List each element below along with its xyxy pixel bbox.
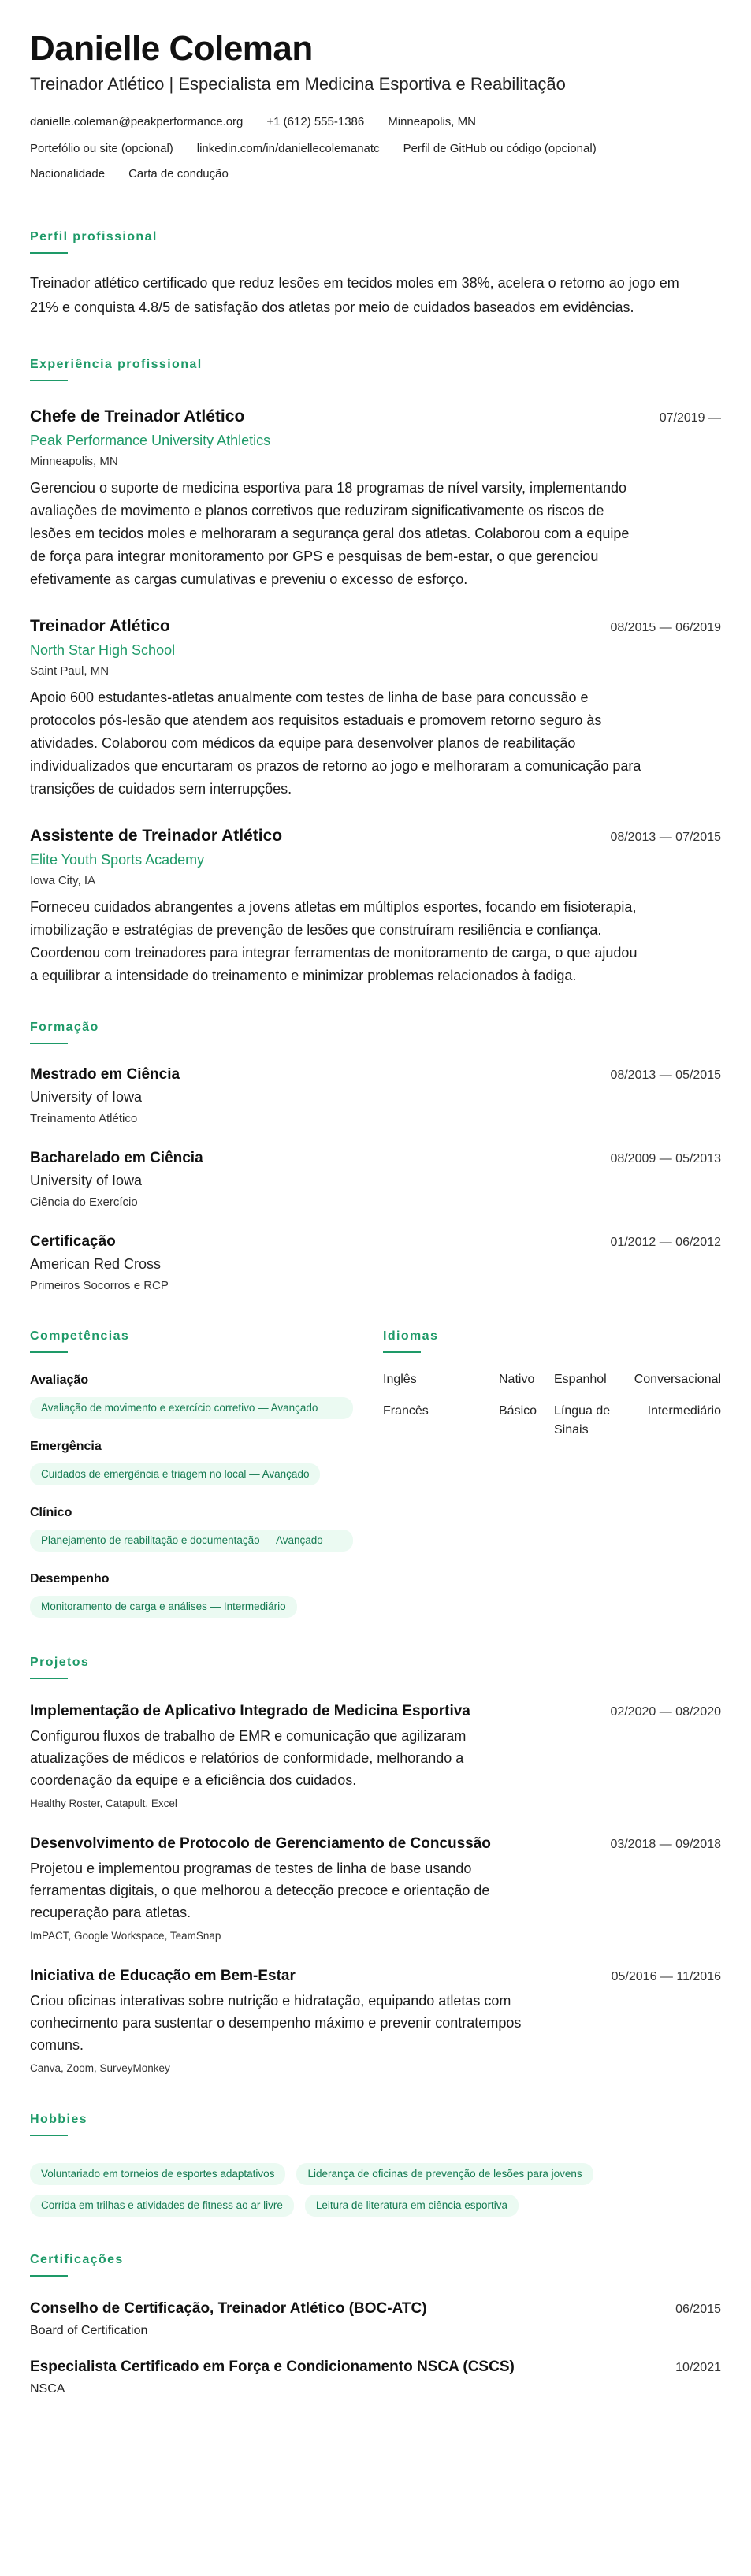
project-date: 03/2018 — 09/2018: [610, 1838, 721, 1851]
education-institution: American Red Cross: [30, 1256, 162, 1272]
contact-portfolio[interactable]: Portefólio ou site (opcional): [30, 142, 173, 155]
skill-tag: Monitoramento de carga e análises — Intermediário: [30, 1596, 297, 1618]
profile-summary: Treinador atlético certificado que reduz lesões em tecidos moles em 38%, acelera o retorno ao jogo em 21% e conquista 4.8/5 de satisfação dos atletas por meio de cuidados baseados em evidências.: [30, 275, 679, 315]
skills-languages-row: [30, 1328, 721, 1618]
section-title: Competências: [30, 1329, 130, 1343]
contact-links-row: [30, 140, 721, 158]
education-section: [30, 1019, 721, 1295]
contact-email[interactable]: danielle.coleman@peakperformance.org: [30, 115, 244, 128]
contact-github[interactable]: Perfil de GitHub ou código (opcional): [403, 142, 597, 155]
language-name: Francês: [383, 1404, 429, 1418]
hobbies-section: [30, 2111, 721, 2217]
job-location: Iowa City, IA: [30, 874, 96, 887]
education-degree: Bacharelado em Ciência: [30, 1150, 203, 1166]
project-title: Iniciativa de Educação em Bem-Estar: [30, 1968, 296, 1984]
education-institution: University of Iowa: [30, 1089, 143, 1105]
hobby-tag: Voluntariado em torneios de esportes adaptativos: [30, 2163, 285, 2185]
contact-nationality: Nacionalidade: [30, 167, 106, 180]
job-entry: [30, 824, 721, 987]
section-title: Formação: [30, 1020, 99, 1034]
project-title: Desenvolvimento de Protocolo de Gerenciamento de Concussão: [30, 1835, 491, 1852]
project-tools: ImPACT, Google Workspace, TeamSnap: [30, 1930, 221, 1942]
education-date: 08/2013 — 05/2015: [610, 1069, 721, 1082]
education-degree: Mestrado em Ciência: [30, 1066, 180, 1083]
language-level: Intermediário: [647, 1404, 721, 1418]
education-field: Ciência do Exercício: [30, 1195, 138, 1209]
hobby-tags: [30, 2154, 676, 2217]
job-location: Saint Paul, MN: [30, 664, 110, 678]
resume-header: [30, 28, 721, 183]
section-divider: [30, 252, 68, 254]
language-level: Básico: [499, 1404, 537, 1418]
project-tools: Canva, Zoom, SurveyMonkey: [30, 2062, 170, 2074]
job-title: Assistente de Treinador Atlético: [30, 827, 283, 845]
section-title: Hobbies: [30, 2113, 87, 2126]
language-name: Língua de Sinais: [554, 1404, 611, 1437]
section-divider: [383, 1351, 421, 1353]
education-date: 01/2012 — 06/2012: [610, 1236, 721, 1249]
job-company: Peak Performance University Athletics: [30, 433, 271, 448]
education-field: Treinamento Atlético: [30, 1112, 138, 1125]
candidate-headline: Treinador Atlético | Especialista em Medicina Esportiva e Reabilitação: [30, 74, 566, 94]
certification-date: 10/2021: [675, 2361, 721, 2374]
language-row: [383, 1402, 721, 1440]
project-description: Configurou fluxos de trabalho de EMR e comunicação que agilizaram atualizações de médicos e relatórios de conformidade, melhorando a coordenação da equipe e a eficiência dos cuidados.: [30, 1728, 467, 1788]
skill-tag: Avaliação de movimento e exercício corretivo — Avançado: [30, 1397, 353, 1419]
section-divider: [30, 1351, 68, 1353]
section-divider: [30, 2135, 68, 2136]
project-description: Criou oficinas interativas sobre nutrição e hidratação, equipando atletas com conhecimento para sustentar o desempenho máximo e prevenir contratempos comuns.: [30, 1993, 522, 2053]
skill-group: [30, 1372, 383, 1419]
job-title: Treinador Atlético: [30, 617, 170, 635]
job-location: Minneapolis, MN: [30, 455, 118, 468]
project-description: Projetou e implementou programas de testes de linha de base usando ferramentas digitais, o que melhorou a detecção precoce e orientação de recuperação para atletas.: [30, 1860, 490, 1920]
certification-org: Board of Certification: [30, 2324, 148, 2337]
contact-phone[interactable]: +1 (612) 555-1386: [266, 115, 365, 128]
education-field: Primeiros Socorros e RCP: [30, 1279, 169, 1292]
section-title: Certificações: [30, 2253, 124, 2266]
skill-group-name: Emergência: [30, 1440, 102, 1453]
section-divider: [30, 380, 68, 381]
education-entry: [30, 1065, 721, 1128]
job-company: North Star High School: [30, 642, 176, 658]
skill-tag: Planejamento de reabilitação e documentação — Avançado: [30, 1530, 353, 1552]
education-entry: [30, 1232, 721, 1295]
education-date: 08/2009 — 05/2013: [610, 1152, 721, 1165]
contact-location: Minneapolis, MN: [388, 115, 476, 128]
skill-tag: Cuidados de emergência e triagem no local — Avançado: [30, 1463, 320, 1485]
job-entry: [30, 405, 721, 591]
section-title: Perfil profissional: [30, 230, 158, 243]
candidate-name: Danielle Coleman: [30, 29, 313, 68]
skill-group-name: Clínico: [30, 1506, 72, 1519]
hobby-tag: Corrida em trilhas e atividades de fitness ao ar livre: [30, 2195, 294, 2217]
languages-table: [383, 1370, 721, 1440]
skill-group: [30, 1438, 383, 1485]
skill-group-name: Desempenho: [30, 1572, 110, 1585]
language-name: Espanhol: [554, 1373, 607, 1386]
language-level: Conversacional: [634, 1373, 721, 1386]
section-title: Idiomas: [383, 1329, 439, 1343]
skill-group-name: Avaliação: [30, 1373, 89, 1387]
certification-date: 06/2015: [675, 2303, 721, 2316]
language-level: Nativo: [499, 1373, 535, 1386]
section-divider: [30, 2275, 68, 2277]
skills-section: [30, 1328, 383, 1618]
job-description: Apoio 600 estudantes-atletas anualmente com testes de linha de base para concussão e protocolos pós-lesão que atendem aos requisitos estaduais e promovem retorno seguro às atividades. Colaborou com médicos da equipe para desenvolver planos de reabilitação individualizados que encurtaram os prazos de retorno ao jogo e melhoraram a comunicação para transições de cuidados sem interrupções.: [30, 690, 641, 797]
job-entry: [30, 615, 721, 801]
education-degree: Certificação: [30, 1233, 116, 1250]
section-title: Experiência profissional: [30, 358, 203, 371]
education-institution: University of Iowa: [30, 1173, 143, 1188]
project-date: 02/2020 — 08/2020: [610, 1705, 721, 1719]
contact-extra-row: [30, 165, 721, 183]
job-description: Gerenciou o suporte de medicina esportiva para 18 programas de nível varsity, implementando avaliações de movimento e planos corretivos que reduziram significativamente os riscos de lesões em tecidos moles e melhoraram a segurança geral dos atletas. Colaborou com a equipe de força para integrar monitoramento por GPS e pesquisas de bem-estar, o que gerenciou efetivamente as cargas cumulativas e preveniu o excesso de esforço.: [30, 480, 630, 587]
job-date: 08/2013 — 07/2015: [610, 831, 721, 844]
language-name: Inglês: [383, 1373, 417, 1386]
language-row: [383, 1370, 721, 1389]
job-date: 07/2019 —: [659, 411, 721, 425]
job-title: Chefe de Treinador Atlético: [30, 407, 245, 426]
section-divider: [30, 1043, 68, 1044]
project-title: Implementação de Aplicativo Integrado de Medicina Esportiva: [30, 1703, 470, 1719]
experience-section: [30, 356, 721, 987]
section-divider: [30, 1678, 68, 1679]
job-date: 08/2015 — 06/2019: [610, 621, 721, 634]
project-entry: [30, 1834, 721, 1944]
project-entry: [30, 1966, 721, 2076]
job-description: Forneceu cuidados abrangentes a jovens atletas em múltiplos esportes, focando em fisioterapia, imobilização e estratégias de prevenção de lesões que construíram resiliência e confiança. Coordenou com treinadores para integrar ferramentas de monitoramento de carga, o que ajudou a equilibrar a intensidade do treinamento e minimizar problemas relacionados à fadiga.: [30, 899, 638, 983]
hobby-tag: Liderança de oficinas de prevenção de lesões para jovens: [296, 2163, 593, 2185]
certification-title: Conselho de Certificação, Treinador Atlético (BOC-ATC): [30, 2300, 427, 2317]
skill-group: [30, 1504, 383, 1552]
certification-title: Especialista Certificado em Força e Condicionamento NSCA (CSCS): [30, 2359, 515, 2375]
education-entry: [30, 1148, 721, 1211]
hobby-tag: Leitura de literatura em ciência esportiva: [305, 2195, 519, 2217]
certification-org: NSCA: [30, 2382, 65, 2396]
project-tools: Healthy Roster, Catapult, Excel: [30, 1797, 177, 1809]
languages-section: [383, 1328, 721, 1618]
section-title: Projetos: [30, 1656, 90, 1669]
projects-section: [30, 1654, 721, 2076]
certification-entry: [30, 2299, 721, 2340]
contact-linkedin[interactable]: linkedin.com/in/daniellecolemanatc: [196, 142, 380, 155]
certifications-section: [30, 2251, 721, 2398]
project-entry: [30, 1701, 721, 1812]
contact-row: [30, 113, 721, 131]
project-date: 05/2016 — 11/2016: [611, 1970, 721, 1983]
contact-license: Carta de condução: [128, 167, 229, 180]
skill-group: [30, 1571, 383, 1618]
job-company: Elite Youth Sports Academy: [30, 852, 205, 868]
profile-section: [30, 229, 721, 320]
certification-entry: [30, 2357, 721, 2398]
